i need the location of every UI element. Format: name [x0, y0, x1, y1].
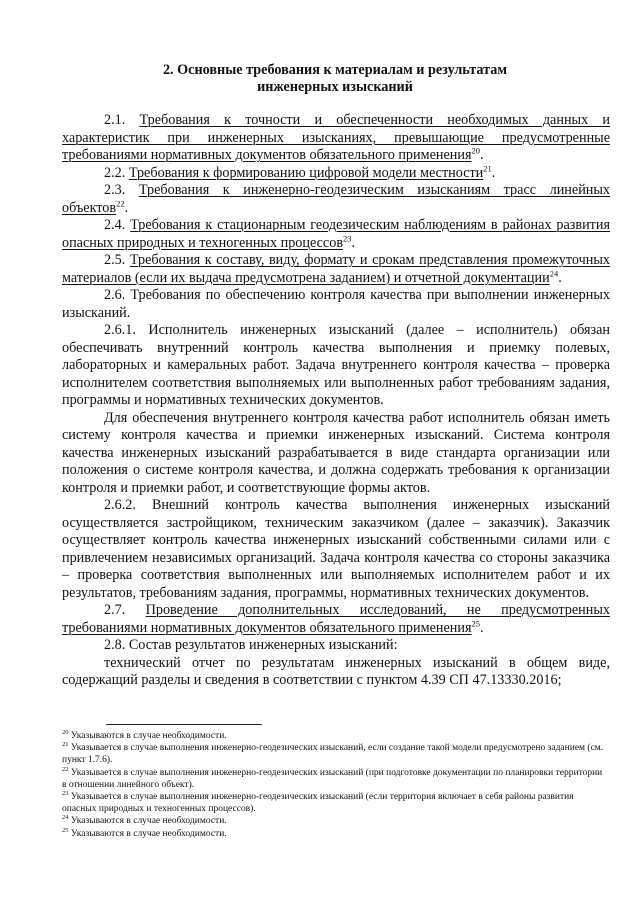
paragraph-end: . [558, 269, 562, 286]
paragraph-number: 2.7. [104, 602, 146, 618]
footnote-text: Указываются в случае необходимости. [68, 816, 227, 827]
paragraph-end: . [124, 199, 129, 216]
paragraph-text: Внешний контроль качества выполнения инженерных изысканий осуществляется застройщиком, техническим заказчиком (далее – заказчик). Заказчик осуществляет контроль качества инженерных изысканий собственными силами или с привлечением независимых организаций. Задача контроля качества со стороны заказчика – проверка соответствия выполненных или выполняемых исполнителем работ и их результатов, требованиям задания, программы, нормативных технических документов. [62, 497, 611, 601]
paragraph-text: Требования к стационарным геодезическим наблюдениям в районах развития опасных природных и техногенных процессов [62, 217, 611, 251]
footnote-item [62, 767, 608, 791]
footnote-ref: 23 [343, 232, 352, 243]
paragraph-number: 2.1. [104, 112, 140, 128]
footnote-ref: 20 [471, 145, 480, 156]
paragraph-2-6 [62, 287, 610, 322]
footnote-text: Указываются в случае необходимости. [68, 828, 227, 839]
paragraph-text: Состав результатов инженерных изысканий: [128, 637, 398, 653]
paragraph-text: Требования к формированию цифровой модели местности [128, 164, 484, 181]
paragraph-text: Для обеспечения внутреннего контроля качества работ исполнитель обязан иметь систему контроля качества и приемки инженерных изысканий. Система контроля качества инженерных изысканий разрабатывается в виде стандарта организации или положения о системе контроля качества, и должна содержать требования к организации контроля и приемки работ, и соответствующие формы актов. [62, 409, 610, 496]
paragraph-text: технический отчет по результатам инженерных изысканий в общем виде, содержащий разделы и сведения в соответствии с пунктом 4.39 СП 47.13330.2016; [62, 654, 610, 688]
footnote-ref: 22 [116, 197, 125, 208]
paragraph-number: 2.6. [104, 287, 131, 303]
paragraph-text: Исполнитель инженерных изысканий (далее – исполнитель) обязан обеспечивать внутренний контроль качества выполнения и приемку полевых, лабораторных и камеральных работ. Задача внутреннего контроля качества – проверка исполнителем соответствия выполняемых или выполненных работ требованиям задания, программы и нормативных технических документов. [62, 322, 611, 408]
paragraph-end: . [480, 619, 484, 636]
footnote-ref: 24 [549, 267, 559, 278]
paragraph-end: . [480, 147, 484, 163]
paragraph-technical-report [62, 655, 610, 690]
section-title-line-2: инженерных изысканий [257, 79, 413, 95]
footnote-item [62, 791, 608, 815]
footnote-text: Указывается в случае выполнения инженерно-геодезических изысканий (при подготовке документации по планировки территории в отношении линейного объект). [62, 767, 603, 790]
paragraph-text: Требования к составу, виду, формату и срокам представления промежуточных материалов (если их выдача предусмотрена заданием) и отчетной документации [62, 252, 610, 286]
paragraph-number: 2.5. [104, 252, 130, 268]
footnotes [62, 730, 608, 840]
footnote-item [62, 742, 608, 766]
paragraph-number: 2.6.1. [104, 322, 149, 338]
paragraph-2-8 [62, 637, 610, 655]
paragraph-number: 2.3. [104, 182, 139, 198]
paragraph-number: 2.6.2. [104, 497, 152, 513]
document-body [62, 112, 610, 690]
paragraph-2-5 [62, 252, 610, 287]
footnote-number: 25 [62, 826, 69, 834]
footnote-number: 23 [62, 789, 69, 797]
footnote-text: Указывается в случае выполнения инженерно-геодезических изысканий, если создание такой модели предусмотрено заданием (см. пункт 1.7.6). [62, 743, 604, 766]
section-title-line-1: 2. Основные требования к материалам и результатам [162, 62, 508, 78]
paragraph-text: Проведение дополнительных исследований, не предусмотренных требованиями нормативных документов обязательного применения [62, 602, 610, 636]
footnote-number: 24 [62, 814, 69, 822]
paragraph-number: 2.2. [104, 164, 129, 181]
footnote-text: Указывается в случае выполнения инженерно-геодезических изысканий (если территория включает в себя районы развития опасных природных и техногенных процессов). [62, 792, 574, 815]
paragraph-2-6-2 [62, 497, 610, 602]
footnote-number: 21 [62, 741, 69, 749]
footnote-text: Указываются в случае необходимости. [68, 731, 227, 741]
footnote-item [62, 828, 608, 840]
paragraph-end: . [351, 234, 356, 251]
footnote-item [62, 815, 608, 827]
paragraph-2-7 [62, 602, 610, 637]
paragraph-2-6-1 [62, 322, 610, 410]
paragraph-text: Требования к инженерно-геодезическим изысканиям трасс линейных объектов [62, 182, 611, 216]
paragraph-text: Требования по обеспечению контроля качества при выполнении инженерных изысканий. [62, 287, 610, 321]
paragraph-internal-control [62, 410, 610, 498]
paragraph-number: 2.4. [104, 217, 131, 233]
paragraph-2-1 [62, 112, 610, 165]
section-title [62, 62, 608, 96]
footnote-item [62, 730, 608, 742]
footnote-separator [106, 724, 262, 725]
paragraph-2-3 [62, 182, 610, 217]
paragraph-end: . [491, 164, 496, 181]
footnote-number: 20 [62, 728, 69, 736]
footnote-ref: 25 [471, 617, 480, 628]
paragraph-text: Требования к точности и обеспеченности необходимых данных и характеристик при инженерных изысканиях, превышающие предусмотренные требованиями нормативных документов обязательного применения [62, 112, 610, 163]
footnote-ref: 21 [483, 162, 492, 173]
paragraph-2-2 [62, 162, 610, 183]
paragraph-number: 2.8. [104, 637, 129, 653]
footnote-number: 22 [62, 765, 69, 773]
paragraph-2-4 [62, 217, 610, 252]
